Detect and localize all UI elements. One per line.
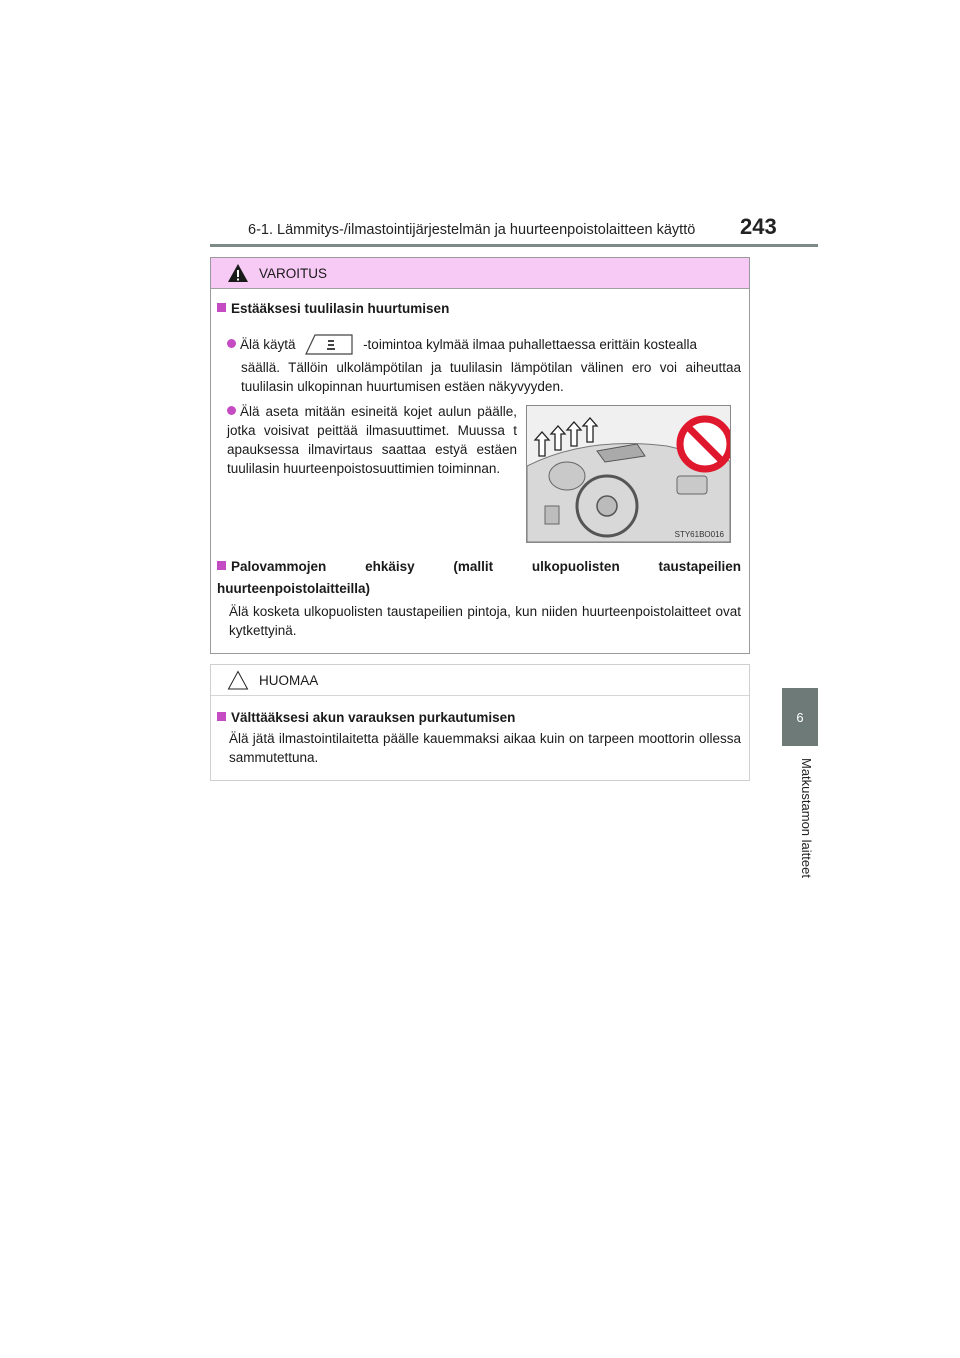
dashboard-illustration (526, 405, 731, 543)
caution-outline-triangle-icon (227, 670, 249, 690)
defroster-vent-button-icon (303, 332, 355, 356)
warning-bullet2: Älä aseta mitään esineitä kojet aulun päälle, jotka voisivat peittää ilmasuuttimet. Muussa t apauksessa ilmavirtaus saattaa estyä estäen tuulilasin huurteenpoistosuuttimien toiminnan. (227, 404, 517, 476)
illustration-code: STY61BO016 (674, 530, 724, 539)
notice-label: HUOMAA (259, 672, 319, 688)
warning-bullet1: Älä käytä -toimintoa kylmää ilmaa puhallettaessa erittäin kostealla (227, 332, 741, 356)
warning-bullet1-continuation: säällä. Tällöin ulkolämpötilan ja tuulilasin lämpötilan välinen ero voi aiheuttaa tuulilasin ulkopinnan huurtumisen estäen näkyvyyden. (241, 360, 741, 394)
chapter-tab[interactable]: 6 (782, 688, 818, 746)
bullet-icon (227, 339, 236, 348)
page-number: 243 (740, 214, 777, 239)
header-rule (210, 244, 818, 247)
warning-section2-title: Palovammojen ehkäisy (mallit ulkopuolisten taustapeilien huurteenpoistolaitteilla) (217, 559, 741, 596)
warning-header (211, 258, 749, 289)
warning-section1-title: Estääksesi tuulilasin huurtumisen (217, 298, 449, 320)
warning-box (210, 257, 750, 654)
notice-section1-text: Älä jätä ilmastointilaitetta päälle kauemmaksi aikaa kuin on tarpeen moottorin ollessa sammutettuna. (229, 731, 741, 765)
bullet-icon (227, 406, 236, 415)
warning-triangle-icon (227, 263, 249, 283)
notice-section1-title: Välttääksesi akun varauksen purkautumisen (217, 707, 515, 729)
page-header-title: 6-1. Lämmitys-/ilmastointijärjestelmän ja huurteenpoistolaitteen käyttö (248, 222, 696, 238)
square-marker-icon (217, 712, 226, 721)
chapter-label: Matkustamon laitteet (799, 758, 814, 878)
warning-section2-text: Älä kosketa ulkopuolisten taustapeilien pintoja, kun niiden huurteenpoistolaitteet ovat kytkettyinä. (229, 604, 741, 638)
notice-header (211, 665, 749, 696)
dashboard-no-objects-image (527, 406, 730, 542)
square-marker-icon (217, 561, 226, 570)
warning-label: VAROITUS (259, 265, 328, 281)
notice-box (210, 664, 750, 781)
square-marker-icon (217, 303, 226, 312)
